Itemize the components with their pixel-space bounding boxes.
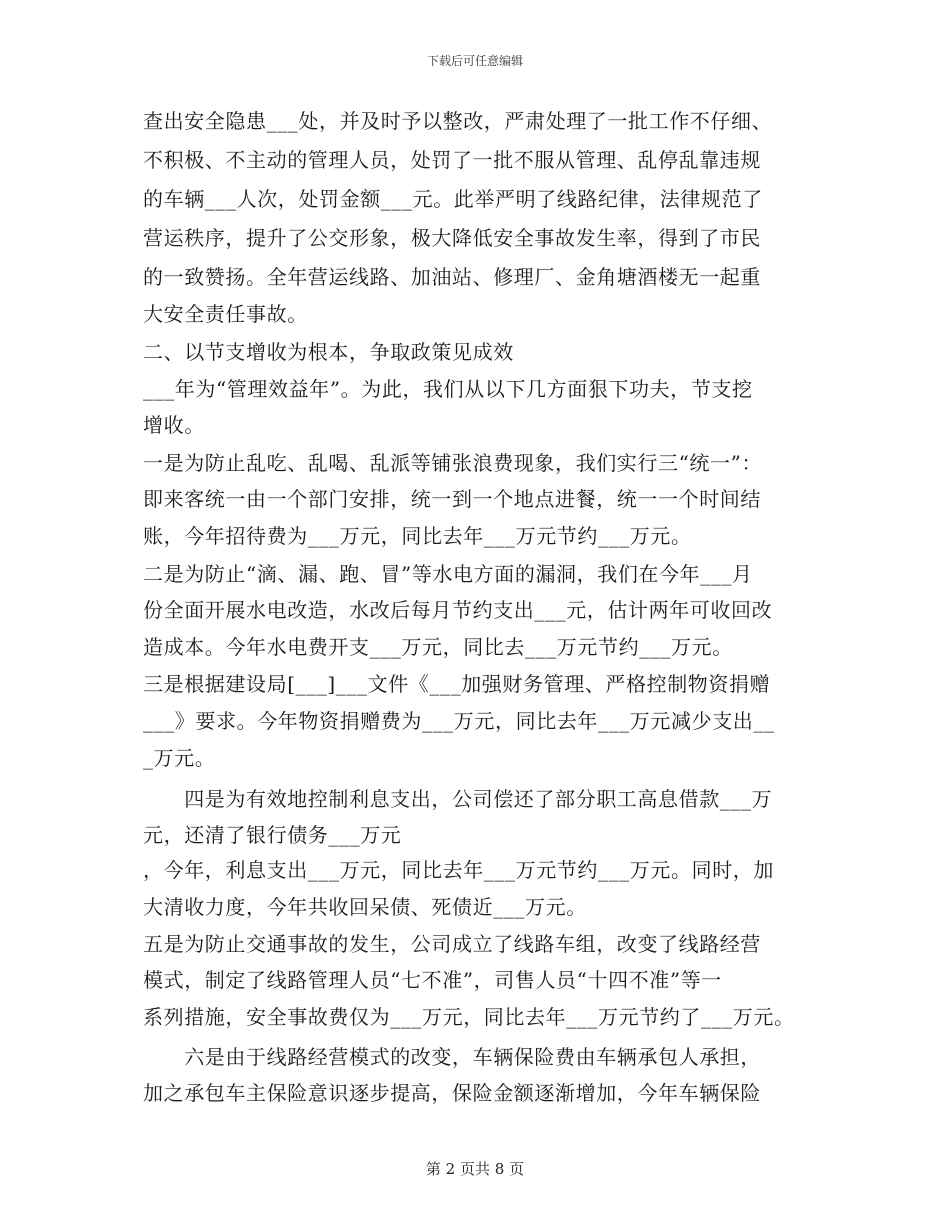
text-line: 账，今年招待费为___万元，同比去年___万元节约___万元。 [143, 524, 692, 548]
text-line: 一是为防止乱吃、乱喝、乱派等铺张浪费现象，我们实行三“统一”： [143, 451, 763, 475]
text-line: 造成本。今年水电费开支___万元，同比去___万元节约___万元。 [143, 635, 733, 659]
text-line: ___年为“管理效益年”。为此，我们从以下几方面狠下功夫，节支挖 [143, 377, 753, 401]
text-line: ___》要求。今年物资捐赠费为___万元，同比去年___万元减少支出__ [143, 709, 775, 733]
text-line: 系列措施，安全事故费仅为___万元，同比去年___万元节约了___万元。 [143, 1005, 795, 1029]
text-line: 查出安全隐患___处，并及时予以整改，严肃处理了一批工作不仔细、 [143, 109, 773, 133]
text-line: 模式，制定了线路管理人员“七不准”，司售人员“十四不准”等一 [143, 968, 722, 992]
text-line: 四是为有效地控制利息支出，公司偿还了部分职工高息借款___万 [143, 787, 773, 811]
section-heading: 二、以节支增收为根本，争取政策见成效 [143, 340, 514, 364]
text-line: 份全面开展水电改造，水改后每月节约支出___元，估计两年可收回改 [143, 598, 773, 622]
text-line: 加之承包车主保险意识逐步提高，保险金额逐渐增加，今年车辆保险 [143, 1081, 761, 1105]
text-line: 二是为防止“滴、漏、跑、冒”等水电方面的漏洞，我们在今年___月 [143, 562, 753, 586]
text-line: _万元。 [143, 746, 216, 770]
text-line: 不积极、不主动的管理人员，处罚了一批不服从管理、乱停乱靠违规 [143, 148, 761, 172]
text-line: 增收。 [143, 413, 205, 437]
page-footer: 第 2 页共 8 页 [425, 1160, 525, 1178]
text-line: 元，还清了银行债务___万元 [143, 823, 402, 847]
page-header: 下载后可任意编辑 [426, 54, 523, 68]
text-line: 即来客统一由一个部门安排，统一到一个地点进餐，统一一个时间结 [143, 487, 761, 511]
text-line: ，今年，利息支出___万元，同比去年___万元节约___万元。同时，加 [143, 858, 774, 882]
text-line: 营运秩序，提升了公交形象，极大降低安全事故发生率，得到了市民 [143, 226, 761, 250]
text-line: 的车辆___人次，处罚金额___元。此举严明了线路纪律，法律规范了 [143, 187, 763, 211]
text-line: 五是为防止交通事故的发生，公司成立了线路车组，改变了线路经营 [143, 932, 761, 956]
text-line: 的一致赞扬。全年营运线路、加油站、修理厂、金角塘酒楼无一起重 [143, 265, 761, 289]
text-line: 大清收力度，今年共收回呆债、死债近___万元。 [143, 895, 587, 919]
text-line: 三是根据建设局[___]___文件《___加强财务管理、严格控制物资捐赠 [143, 672, 771, 696]
text-line: 六是由于线路经营模式的改变，车辆保险费由车辆承包人承担， [143, 1045, 761, 1069]
text-line: 大安全责任事故。 [143, 302, 308, 326]
